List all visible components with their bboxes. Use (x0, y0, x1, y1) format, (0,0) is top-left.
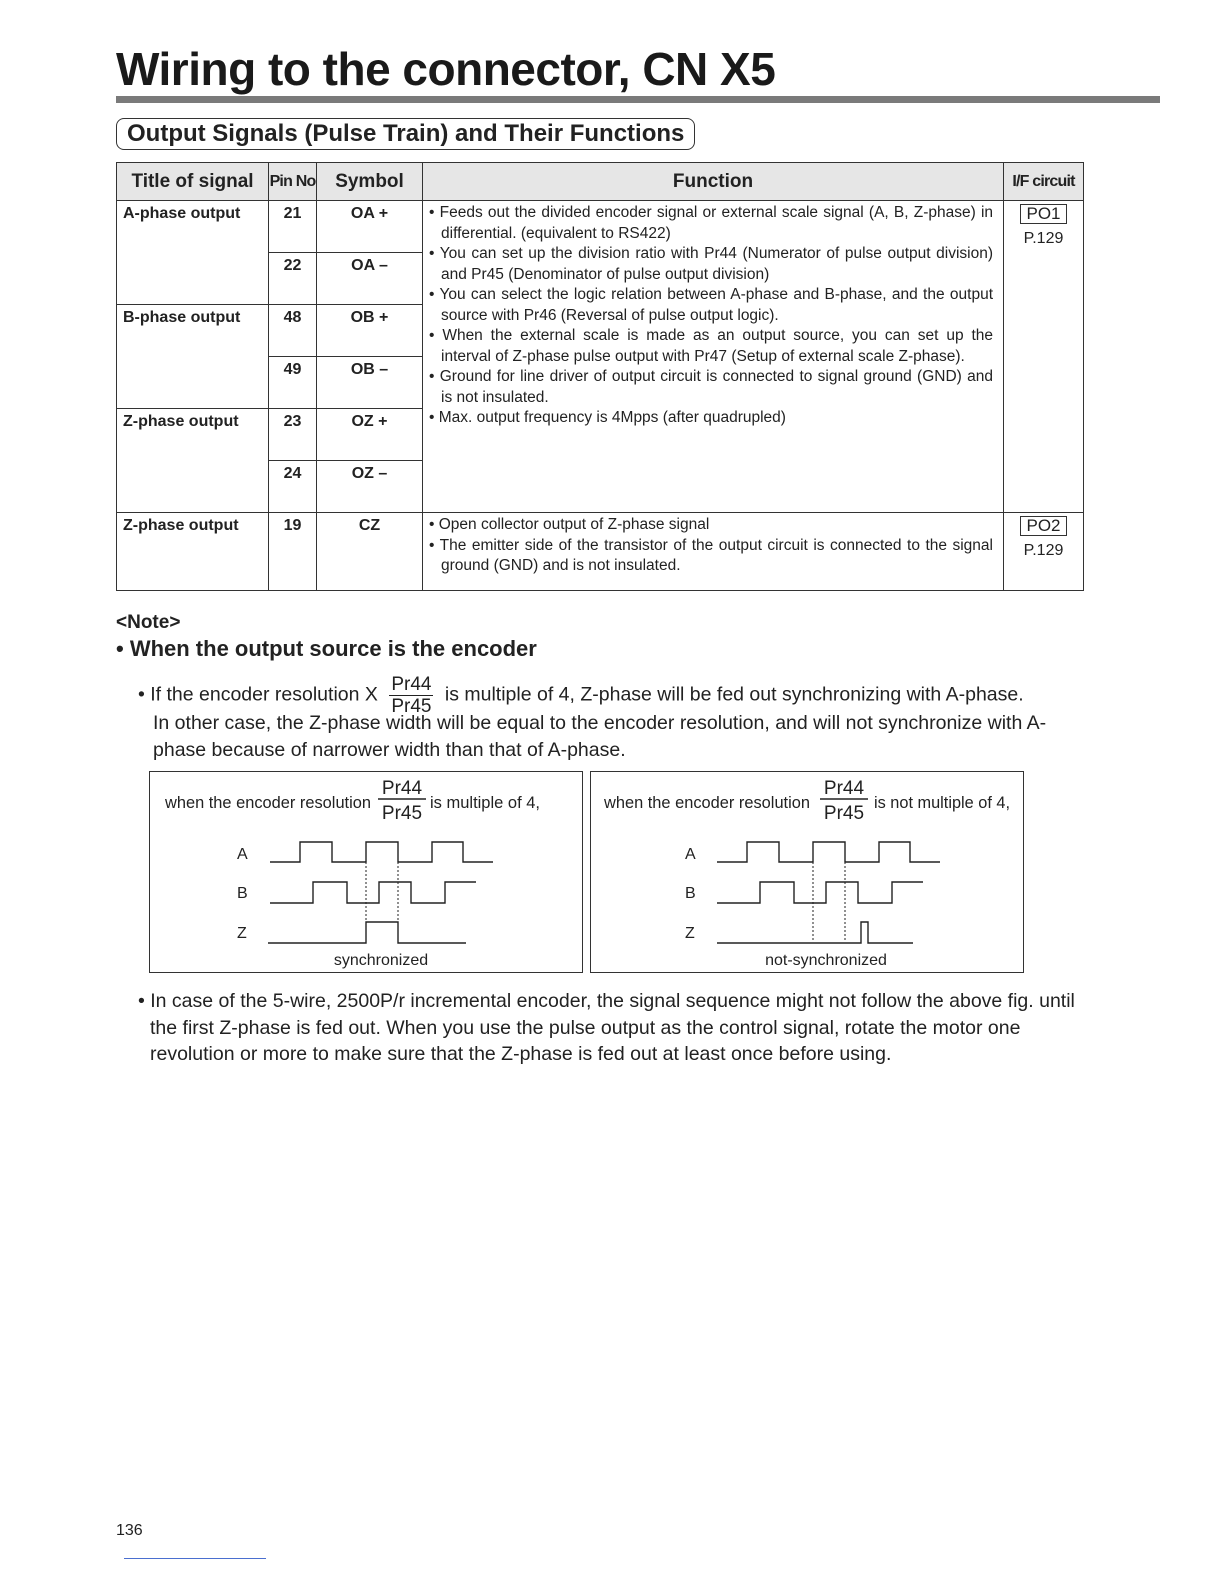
signal-label-a: A (237, 846, 248, 863)
figure-frac-num: Pr44 (381, 778, 423, 799)
note-label: <Note> (116, 612, 181, 633)
if-circuit-cell (1004, 513, 1084, 591)
pin-number: 49 (269, 357, 317, 409)
para1-after: is multiple of 4, Z-phase will be fed out synchronizing with A-phase. (444, 683, 1024, 706)
pin-number: 22 (269, 253, 317, 305)
signal-symbol: OA – (317, 253, 423, 305)
fraction-numerator: Pr44 (391, 674, 432, 695)
waveform-a (270, 842, 493, 862)
if-circuit-cell (1004, 201, 1084, 513)
function-item: • Feeds out the divided encoder signal or external scale signal (A, B, Z-phase) in differential. (equivalent to RS422) (429, 203, 993, 244)
footer-rule (124, 1558, 266, 1559)
figure-caption-before: when the encoder resolution (603, 793, 810, 812)
pin-number: 48 (269, 305, 317, 357)
waveform-b (270, 882, 476, 903)
signal-label-a: A (685, 846, 696, 863)
signal-symbol: OA + (317, 201, 423, 253)
header-title: Title of signal (117, 163, 269, 201)
function-item: • You can select the logic relation between A-phase and B-phase, and the output source with Pr46 (Reversal of pulse output logic). (429, 285, 993, 326)
note-paragraph-3-text: • In case of the 5-wire, 2500P/r incremental encoder, the signal sequence might not follow the above fig. until the first Z-phase is fed out. When you use the pulse output as the control signal, rotate the motor one revolution or more to make sure that the Z-phase is fed out at least once before using. (138, 990, 1075, 1065)
signal-label-z: Z (685, 925, 695, 942)
fraction-denominator: Pr45 (391, 696, 432, 717)
figure-label: not-synchronized (765, 952, 887, 969)
pin-number: 23 (269, 409, 317, 461)
page-reference: P.129 (1023, 230, 1064, 247)
signal-label-z: Z (237, 925, 247, 942)
page-title: Wiring to the connector, CN X5 (116, 43, 776, 95)
if-circuit-label: PO2 (1020, 516, 1066, 536)
header-symbol: Symbol (317, 163, 423, 201)
signal-symbol: CZ (317, 513, 423, 591)
table-header-row (117, 163, 1084, 201)
note-paragraph-2: In other case, the Z-phase width will be equal to the encoder resolution, and will not synchronize with A-phase because of narrower width than that of A-phase. (153, 712, 1047, 761)
timing-figure-synchronized (149, 771, 583, 973)
figure-label: synchronized (333, 952, 429, 969)
signal-title: Z-phase output (117, 409, 269, 513)
note-heading: • When the output source is the encoder (116, 636, 537, 661)
timing-diagram-synchronized (150, 772, 582, 972)
figure-frac-num: Pr44 (823, 778, 865, 799)
signal-title: Z-phase output (117, 513, 269, 591)
page-reference: P.129 (1023, 542, 1064, 559)
signal-table (116, 162, 1084, 591)
waveform-z (717, 922, 913, 943)
function-item: • Open collector output of Z-phase signal (429, 515, 993, 536)
signal-symbol: OB + (317, 305, 423, 357)
signal-title: B-phase output (117, 305, 269, 409)
signal-title: A-phase output (117, 201, 269, 305)
signal-label-b: B (237, 885, 248, 902)
figure-caption-after: is not multiple of 4, (874, 793, 1010, 812)
header-if: I/F circuit (1004, 163, 1084, 201)
pin-number: 19 (269, 513, 317, 591)
pin-number: 21 (269, 201, 317, 253)
waveform-z (268, 922, 466, 943)
header-pin: Pin No (269, 163, 317, 201)
timing-figure-not-synchronized (590, 771, 1024, 973)
page-number: 136 (116, 1522, 143, 1539)
function-item: • You can set up the division ratio with Pr44 (Numerator of pulse output division) and Pr45 (Denominator of pulse output division) (429, 244, 993, 285)
section-heading: Output Signals (Pulse Train) and Their Functions (116, 118, 695, 150)
waveform-a (717, 842, 940, 862)
timing-diagram-not-synchronized (591, 772, 1023, 972)
function-item: • When the external scale is made as an output source, you can set up the interval of Z-phase pulse output with Pr47 (Setup of external scale Z-phase). (429, 326, 993, 367)
table-row (117, 513, 1084, 591)
header-function: Function (423, 163, 1004, 201)
figure-caption-before: when the encoder resolution (164, 793, 371, 812)
pin-number: 24 (269, 461, 317, 513)
note-paragraph-3 (138, 988, 1088, 1068)
signal-symbol: OZ – (317, 461, 423, 513)
function-item: • Ground for line driver of output circuit is connected to signal ground (GND) and is not insulated. (429, 367, 993, 408)
function-item: • The emitter side of the transistor of the output circuit is connected to the signal ground (GND) and is not insulated. (429, 536, 993, 577)
signal-symbol: OZ + (317, 409, 423, 461)
title-rule (116, 96, 1160, 103)
signal-symbol: OB – (317, 357, 423, 409)
function-cell (423, 513, 1004, 591)
figure-frac-den: Pr45 (381, 803, 423, 824)
if-circuit-label: PO1 (1020, 204, 1066, 224)
function-cell (423, 201, 1004, 513)
figure-frac-den: Pr45 (823, 803, 865, 824)
waveform-b (717, 882, 923, 903)
figure-caption-after: is multiple of 4, (430, 793, 540, 812)
para1-before: • If the encoder resolution X (138, 683, 378, 706)
signal-label-b: B (685, 885, 696, 902)
table-row (117, 201, 1084, 253)
function-item: • Max. output frequency is 4Mpps (after quadrupled) (429, 408, 993, 429)
